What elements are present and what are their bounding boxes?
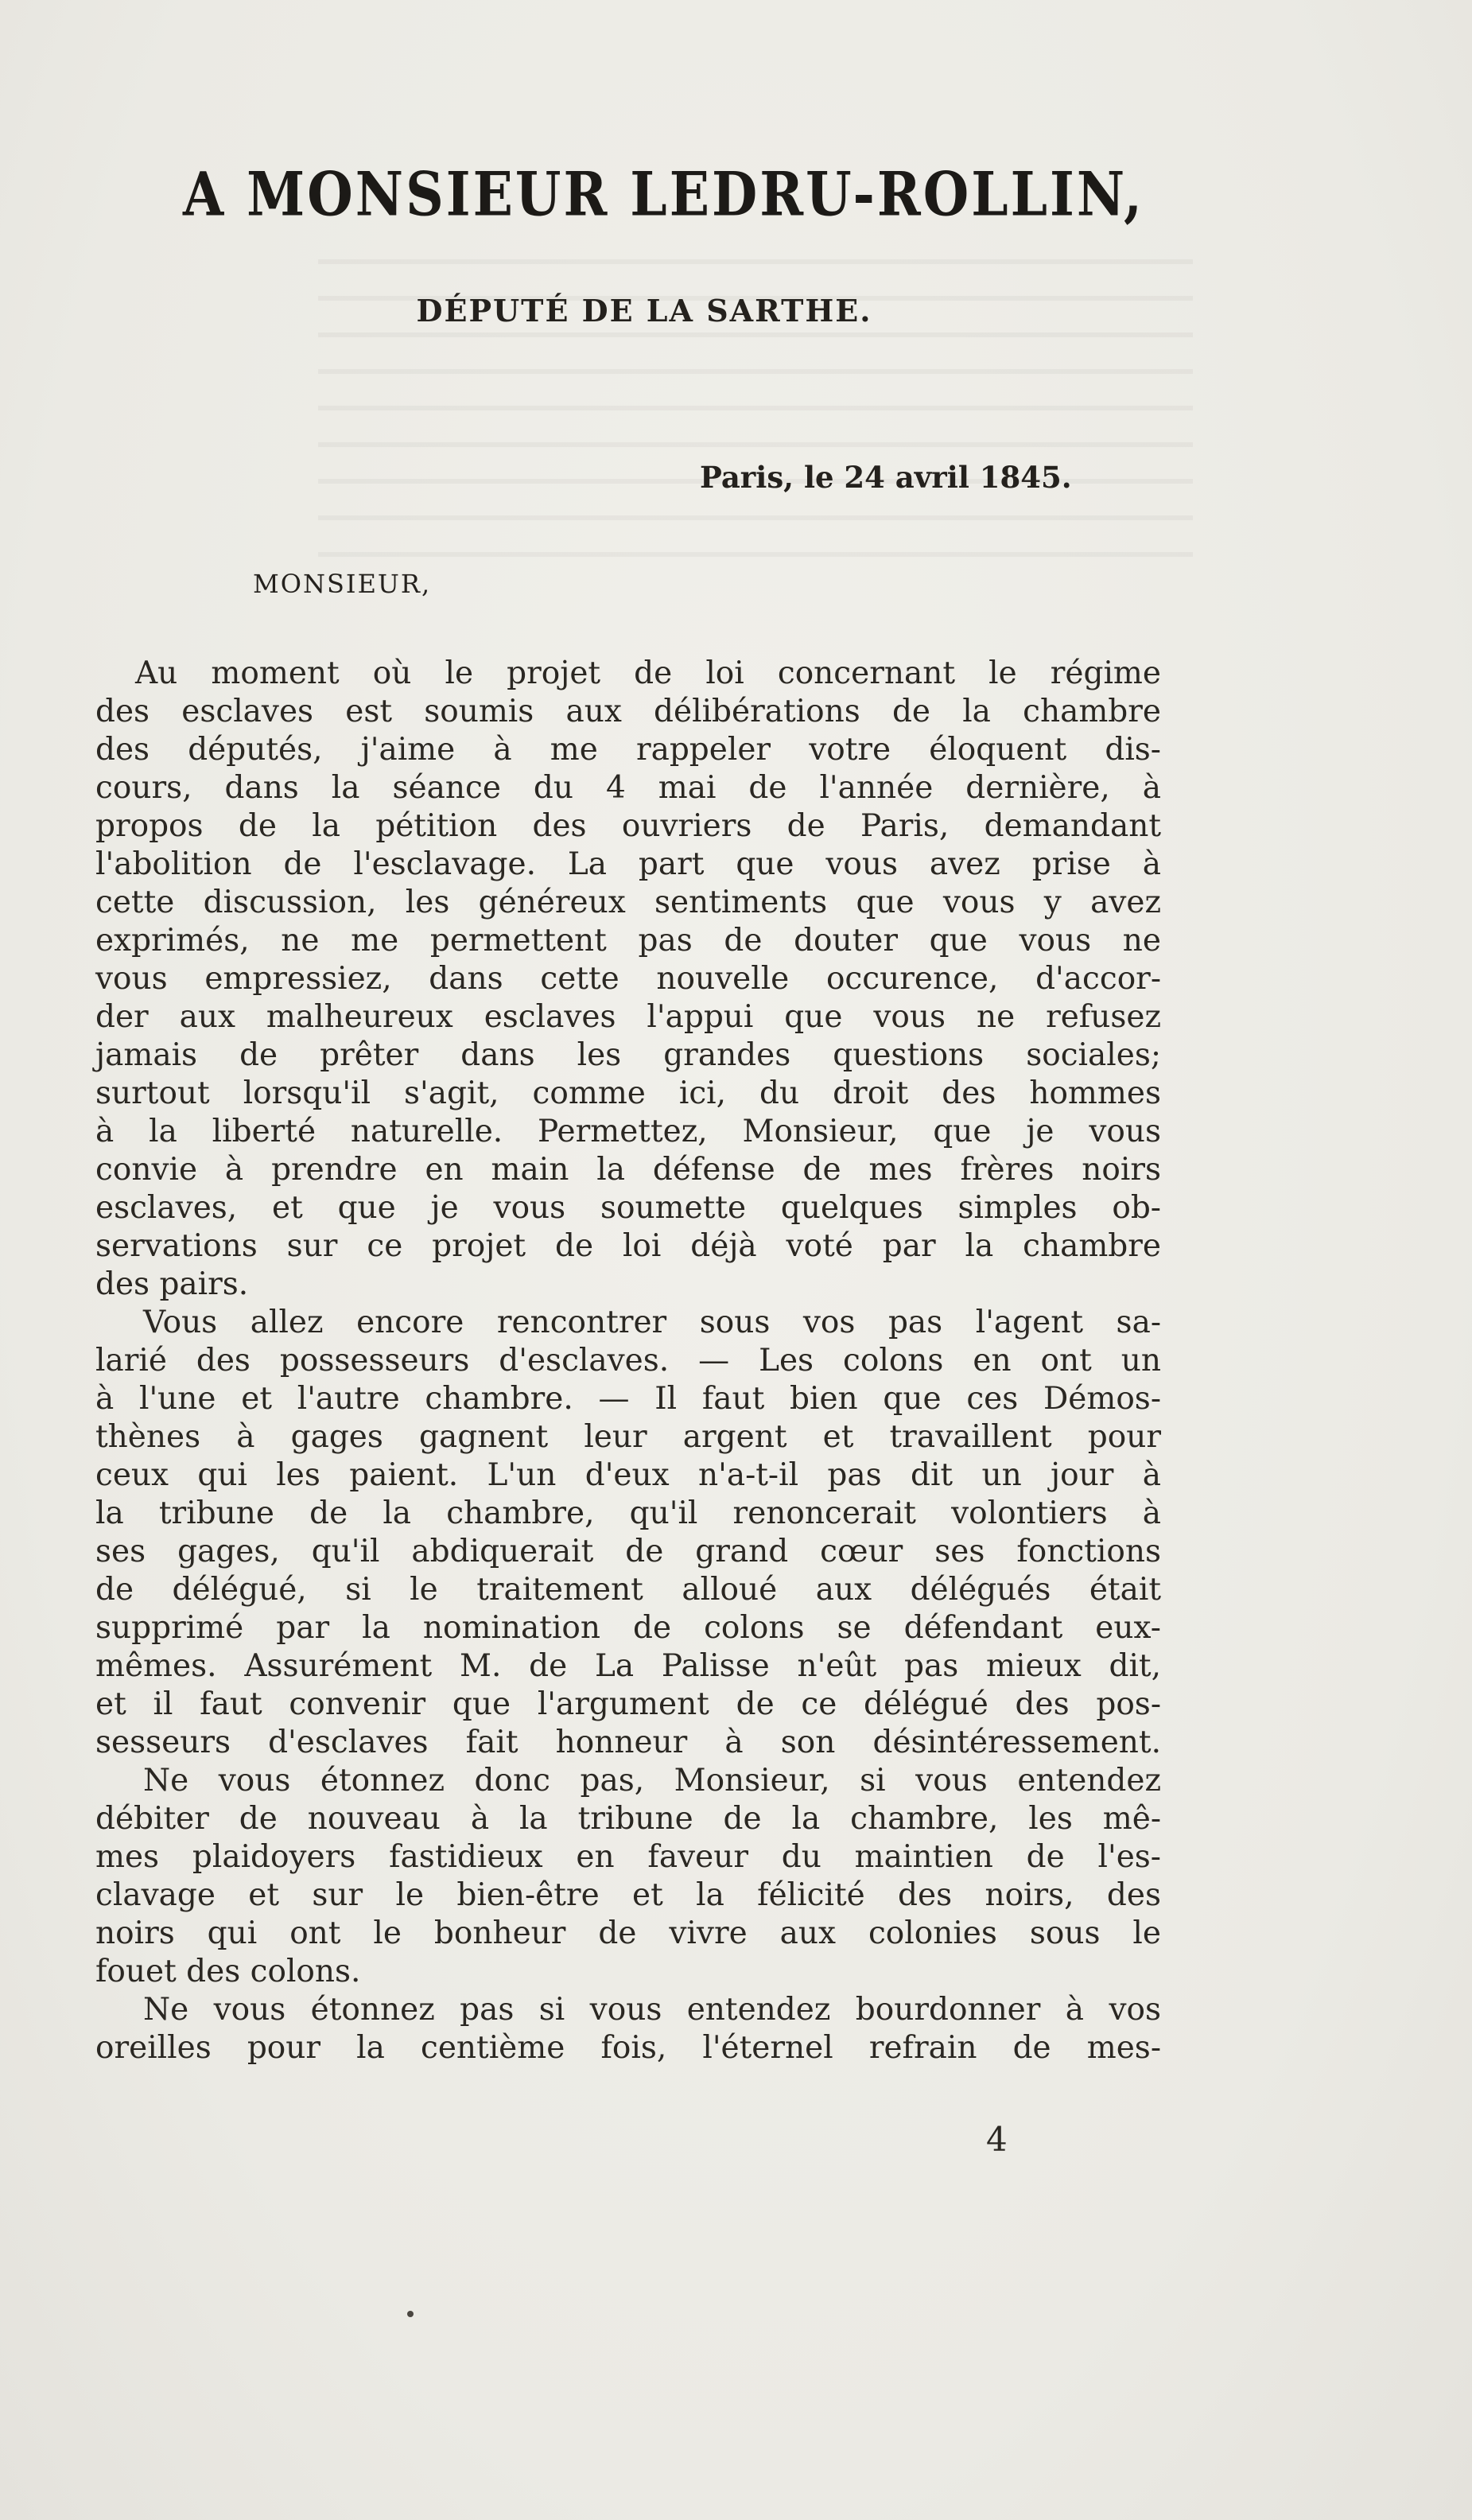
text-line: à l'une et l'autre chambre. — Il faut bien que ces Démos- <box>95 1381 1161 1417</box>
text-line: et il faut convenir que l'argument de ce délégué des pos- <box>95 1686 1161 1722</box>
text-line: cours, dans la séance du 4 mai de l'année dernière, à <box>95 770 1161 806</box>
text-line: des députés, j'aime à me rappeler votre éloquent dis- <box>95 732 1161 768</box>
show-through-bleed <box>318 239 1193 557</box>
text-line: der aux malheureux esclaves l'appui que vous ne refusez <box>95 999 1161 1035</box>
text-line: clavage et sur le bien-être et la félicité des noirs, des <box>95 1877 1161 1913</box>
text-line: ceux qui les paient. L'un d'eux n'a-t-il pas dit un jour à <box>95 1457 1161 1493</box>
page-subtitle: DÉPUTÉ DE LA SARTHE. <box>416 293 872 329</box>
salutation: MONSIEUR, <box>253 569 432 599</box>
text-line: vous empressiez, dans cette nouvelle occurence, d'accor- <box>95 961 1161 997</box>
text-line: sesseurs d'esclaves fait honneur à son désintéressement. <box>95 1725 1161 1760</box>
text-line: oreilles pour la centième fois, l'éternel refrain de mes- <box>95 2030 1161 2066</box>
text-line: à la liberté naturelle. Permettez, Monsieur, que je vous <box>95 1114 1161 1149</box>
text-line: Au moment où le projet de loi concernant le régime <box>135 655 1161 691</box>
text-line: cette discussion, les généreux sentiments que vous y avez <box>95 885 1161 920</box>
text-line: Ne vous étonnez pas si vous entendez bourdonner à vos <box>143 1992 1161 2028</box>
text-line: débiter de nouveau à la tribune de la chambre, les mê- <box>95 1801 1161 1837</box>
page-title: A MONSIEUR LEDRU-ROLLIN, <box>183 158 1144 230</box>
text-line: des pairs. <box>95 1266 249 1302</box>
text-line: esclaves, et que je vous soumette quelques simples ob- <box>95 1190 1161 1226</box>
text-line: l'abolition de l'esclavage. La part que vous avez prise à <box>95 846 1161 882</box>
text-line: servations sur ce projet de loi déjà voté par la chambre <box>95 1228 1161 1264</box>
dateline: Paris, le 24 avril 1845. <box>700 460 1072 495</box>
text-line: mes plaidoyers fastidieux en faveur du maintien de l'es- <box>95 1839 1161 1875</box>
text-line: noirs qui ont le bonheur de vivre aux colonies sous le <box>95 1915 1161 1951</box>
ink-speck <box>407 2311 414 2317</box>
text-line: propos de la pétition des ouvriers de Paris, demandant <box>95 808 1161 844</box>
text-line: la tribune de la chambre, qu'il renoncerait volontiers à <box>95 1495 1161 1531</box>
text-line: convie à prendre en main la défense de mes frères noirs <box>95 1152 1161 1188</box>
text-line: surtout lorsqu'il s'agit, comme ici, du droit des hommes <box>95 1075 1161 1111</box>
text-line: mêmes. Assurément M. de La Palisse n'eût pas mieux dit, <box>95 1648 1161 1684</box>
text-line: Vous allez encore rencontrer sous vos pas l'agent sa- <box>143 1305 1161 1340</box>
text-line: de délégué, si le traitement alloué aux délégués était <box>95 1572 1161 1608</box>
signature-mark: 4 <box>986 2120 1008 2159</box>
text-line: fouet des colons. <box>95 1954 361 1989</box>
text-line: Ne vous étonnez donc pas, Monsieur, si vous entendez <box>143 1763 1161 1799</box>
text-line: des esclaves est soumis aux délibérations de la chambre <box>95 694 1161 729</box>
text-line: exprimés, ne me permettent pas de douter que vous ne <box>95 923 1161 959</box>
text-line: larié des possesseurs d'esclaves. — Les colons en ont un <box>95 1343 1161 1379</box>
text-line: supprimé par la nomination de colons se défendant eux- <box>95 1610 1161 1646</box>
text-line: thènes à gages gagnent leur argent et travaillent pour <box>95 1419 1161 1455</box>
text-line: jamais de prêter dans les grandes questions sociales; <box>95 1037 1161 1073</box>
text-line: ses gages, qu'il abdiquerait de grand cœur ses fonctions <box>95 1534 1161 1569</box>
